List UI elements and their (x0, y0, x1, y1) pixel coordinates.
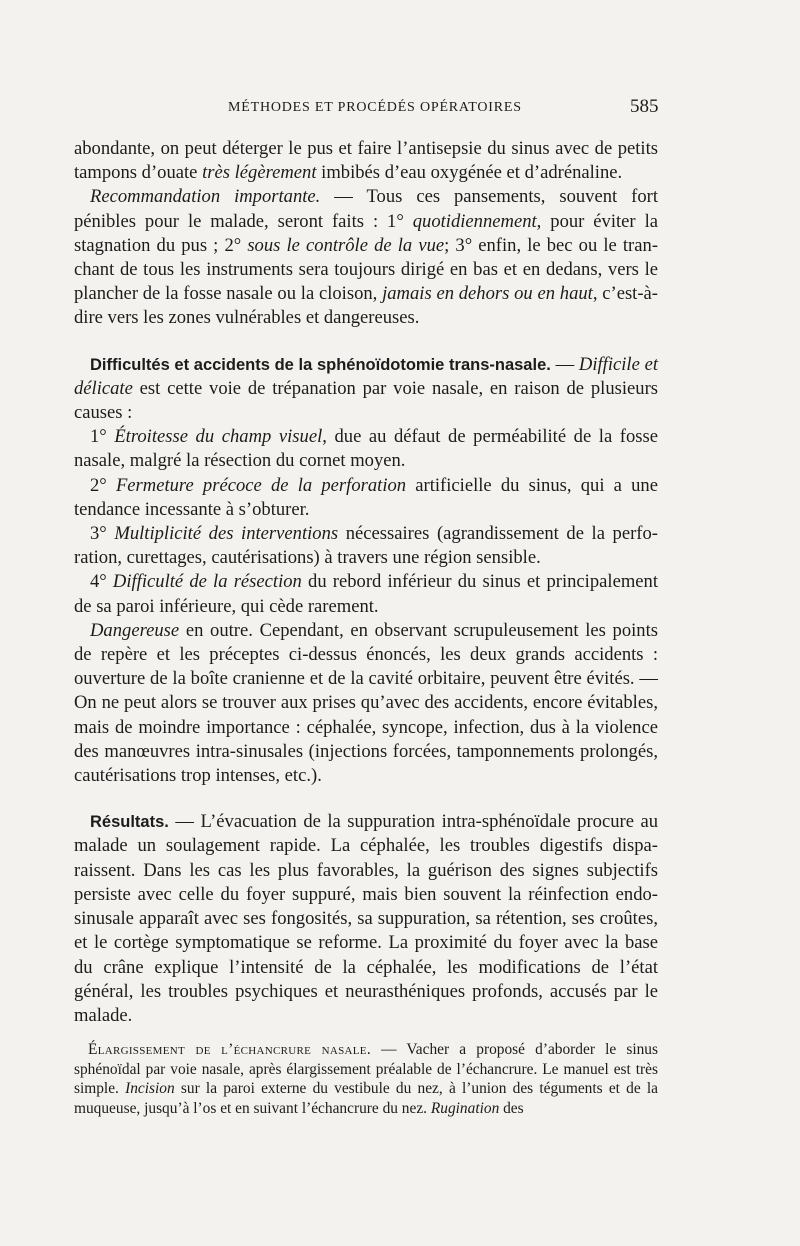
list-item-cause-3: 3° Multiplicité des interventions nécessaires (agrandissement de la perforation, curettages, cautérisations) à travers une région sensible. (74, 523, 658, 569)
section-heading-difficultes: Difficultés et accidents de la sphénoïdotomie trans-nasale. (90, 355, 551, 374)
list-item-cause-4: 4° Difficulté de la résection du rebord inférieur du sinus et principalement de sa paroi inférieure, qui cède rarement. (74, 571, 658, 617)
main-text (74, 137, 658, 1028)
section-heading-resultats: Résultats. (90, 813, 169, 832)
footnote-section (74, 1040, 658, 1118)
page-header (0, 96, 800, 124)
paragraph-recommandation: Recommandation importante. — Tous ces pansements, souvent fort pénibles pour le malade, seront faits : 1° quotidiennement, pour éviter la stagnation du pus ; 2° sous le contrôle de la vue; 3° enfin, le bec ou le tranchant de tous les instruments sera toujours dirigé en bas et en dedans, vers le plancher de la fosse nasale ou la cloison, jamais en dehors ou en haut, c’est-à-dire vers les zones vulnérables et dangereuses. (74, 186, 659, 329)
paragraph-difficultes: Difficultés et accidents de la sphénoïdotomie trans-nasale. — Difficile et délicate est cette voie de trépanation par voie nasale, en raison de plusieurs causes : (74, 353, 658, 424)
paragraph-antisepsis: abondante, on peut déterger le pus et faire l’antisepsie du sinus avec de petits tampons d’ouate très légèrement imbibés d’eau oxygénée et d’adrénaline. (74, 138, 658, 184)
list-item-cause-1: 1° Étroitesse du champ visuel, due au défaut de perméabilité de la fosse nasale, malgré la résection du cornet moyen. (74, 426, 658, 472)
paragraph-resultats: Résultats. — L’évacuation de la suppuration intra-sphénoïdale procure au malade un soulagement rapide. La céphalée, les troubles digestifs disparaissent. Dans les cas les plus favorables, la guérison des signes subjectifs persiste avec celle du foyer suppuré, mais bien souvent la réinfection endosinusale apparaît avec ses fongosités, sa suppuration, sa rétention, ses croûtes, et le cortège symptomatique se reforme. La proximité du foyer avec la base du crâne explique l’intensité de la céphalée, les modifications de l’état général, les troubles psychiques et neurasthéniques profonds, accusés par le malade. (74, 811, 658, 1026)
paragraph-dangereuse: Dangereuse en outre. Cependant, en observant scrupuleusement les points de repère et les préceptes ci-dessus énoncés, les deux grands accidents : ouverture de la boîte cranienne et de la cavité orbitaire, peuvent être évités. — On ne peut alors se trouver aux prises qu’avec des accidents, encore évitables, mais de moindre importance : céphalée, syncope, infection, dus à la violence des manœuvres intra-sinusales (injections forcées, tamponnements prolongés, cautérisations trop intenses, etc.). (74, 619, 658, 787)
running-title: MÉTHODES ET PROCÉDÉS OPÉRATOIRES (228, 100, 522, 115)
paragraph-elargissement: Élargissement de l’échancrure nasale. — Vacher a proposé d’aborder le sinus sphénoïdal par voie nasale, après élargissement préalable de l’échancrure. Le manuel est très simple. Incision sur la paroi externe du vestibule du nez, à l’union des téguments et de la muqueuse, jusqu’à l’os et en suivant l’échancrure du nez. Rugination des (74, 1041, 658, 1117)
page-number: 585 (630, 96, 659, 117)
section-heading-elargissement: Élargissement de l’échancrure nasale. (88, 1041, 371, 1058)
list-item-cause-2: 2° Fermeture précoce de la perforation artificielle du sinus, qui a une tendance incessante à s’obturer. (74, 474, 658, 520)
